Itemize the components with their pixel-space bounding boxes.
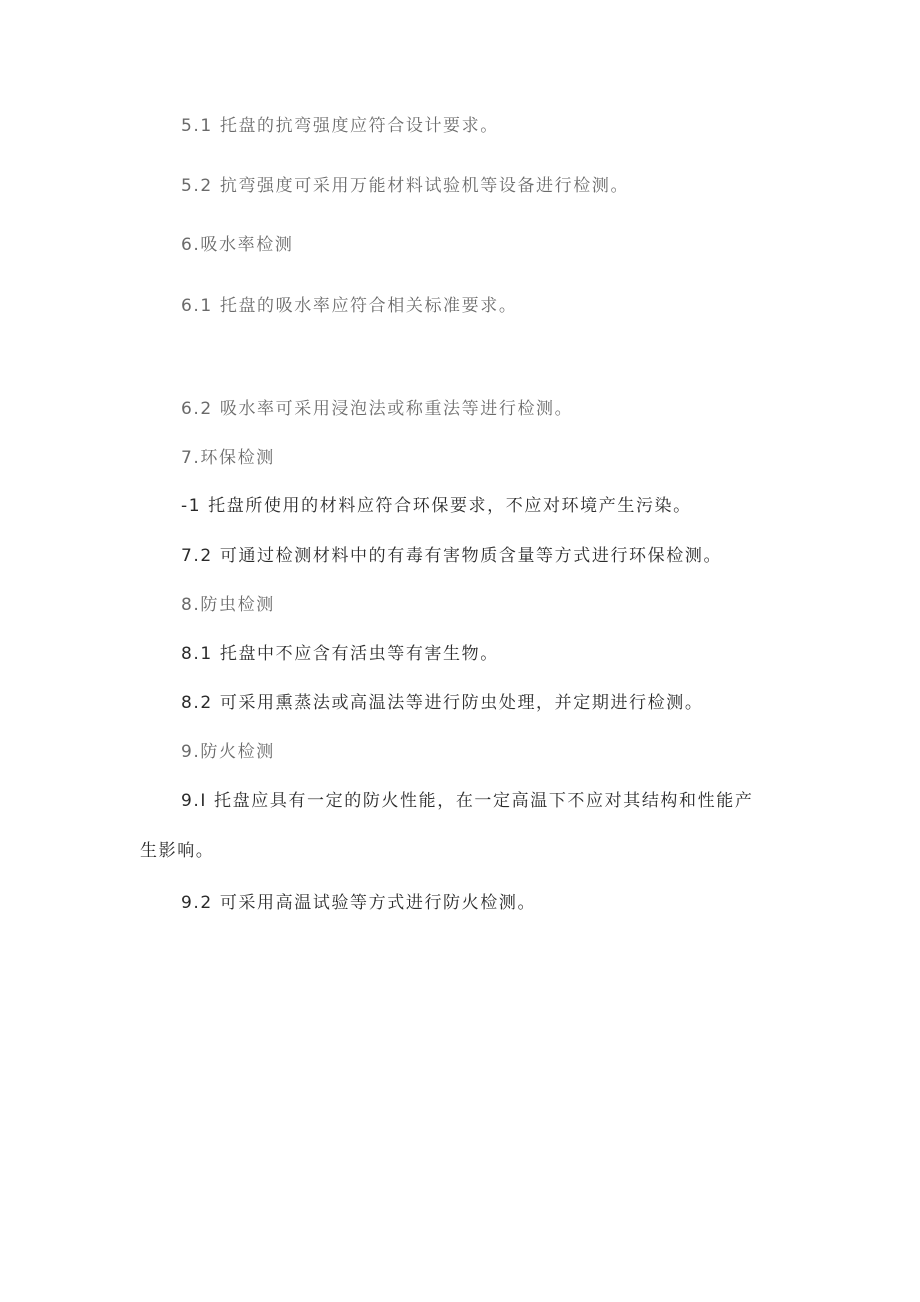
paragraph-7-2: 7.2 可通过检测材料中的有毒有害物质含量等方式进行环保检测。 — [181, 546, 723, 566]
paragraph-9-1-continuation: 生影响。 — [140, 841, 215, 861]
paragraph-5-2: 5.2 抗弯强度可采用万能材料试验机等设备进行检测。 — [181, 176, 630, 196]
paragraph-9-1: 9.I 托盘应具有一定的防火性能，在一定高温下不应对其结构和性能产 — [181, 791, 754, 811]
paragraph-9-2: 9.2 可采用高温试验等方式进行防火检测。 — [181, 893, 537, 913]
paragraph-8-2: 8.2 可采用熏蒸法或高温法等进行防虫处理，并定期进行检测。 — [181, 693, 704, 713]
paragraph-6-2: 6.2 吸水率可采用浸泡法或称重法等进行检测。 — [181, 399, 574, 419]
heading-6: 6.吸水率检测 — [181, 235, 294, 255]
paragraph-8-1: 8.1 托盘中不应含有活虫等有害生物。 — [181, 644, 499, 664]
paragraph-6-1: 6.1 托盘的吸水率应符合相关标准要求。 — [181, 296, 518, 316]
heading-8: 8.防虫检测 — [181, 595, 275, 615]
paragraph-7-1: -1 托盘所使用的材料应符合环保要求，不应对环境产生污染。 — [181, 496, 692, 516]
paragraph-5-1: 5.1 托盘的抗弯强度应符合设计要求。 — [181, 116, 499, 136]
heading-7: 7.环保检测 — [181, 448, 275, 468]
heading-9: 9.防火检测 — [181, 742, 275, 762]
